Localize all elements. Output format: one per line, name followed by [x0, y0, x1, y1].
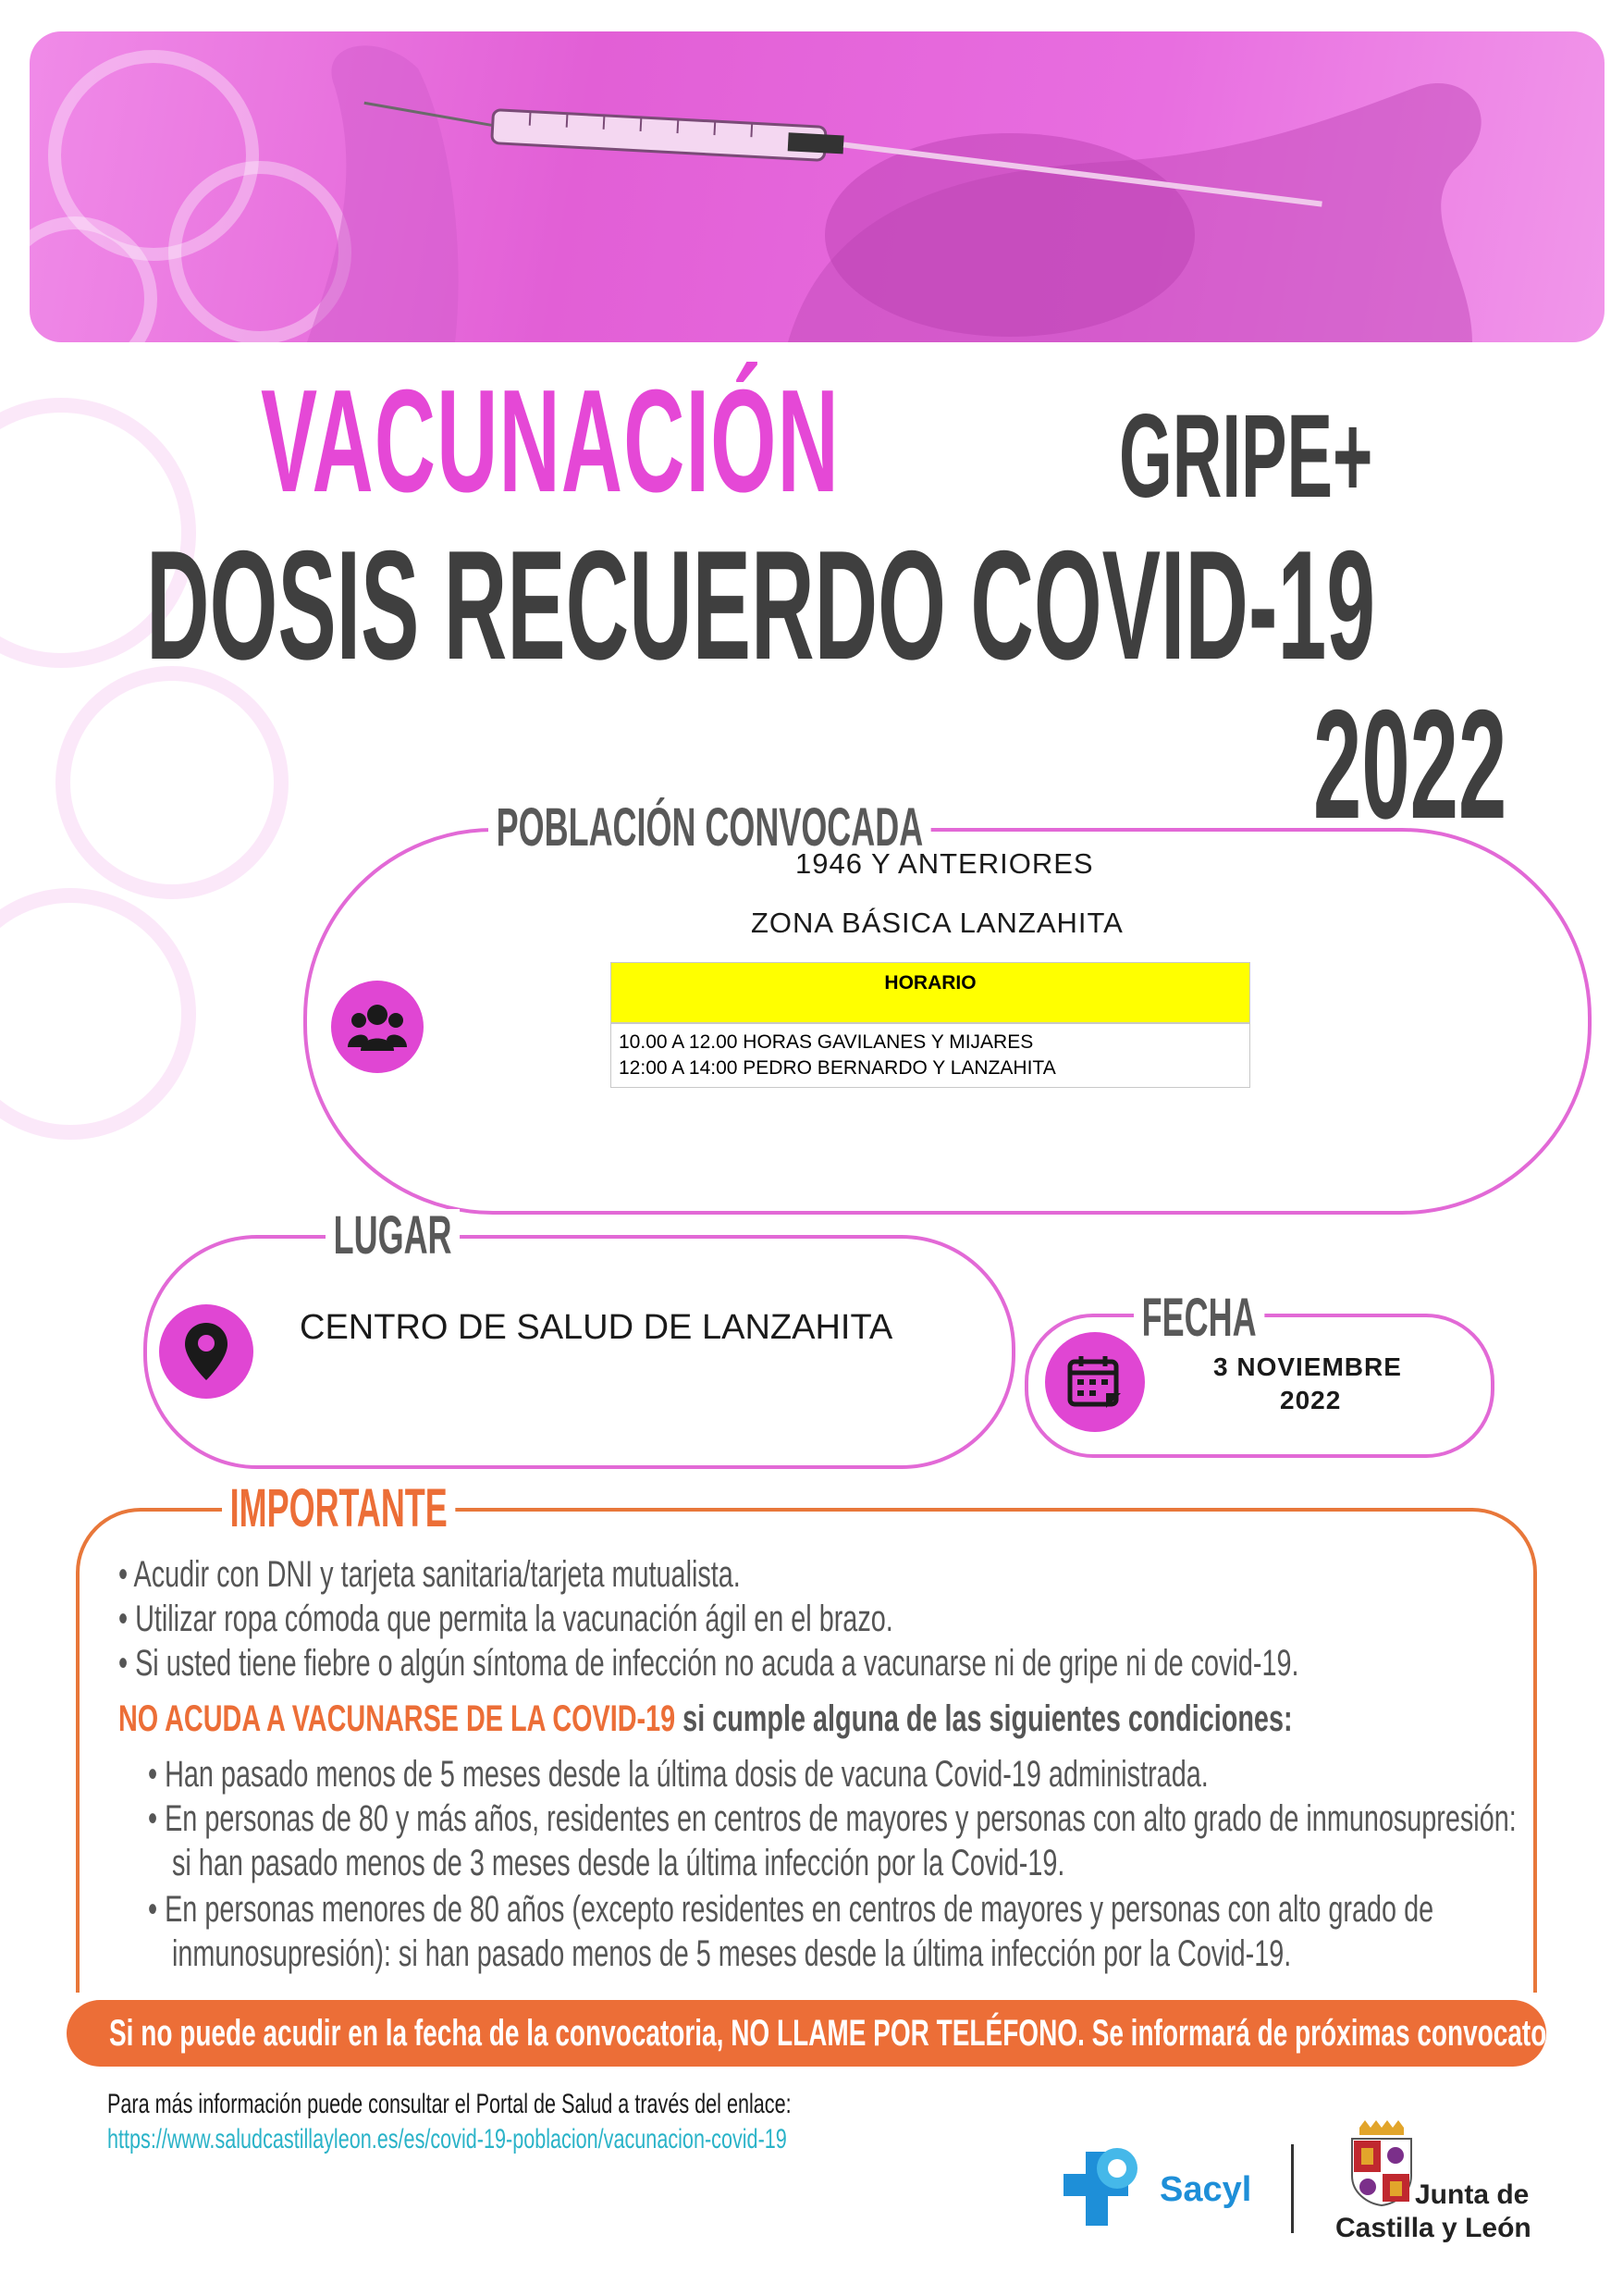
- poblacion-heading: POBLACIÓN CONVOCADA: [488, 801, 931, 855]
- condition-item: • Han pasado menos de 5 meses desde la última dosis de vacuna Covid-19 administrada.: [148, 1754, 1209, 1795]
- horario-table: [610, 962, 1250, 1088]
- calendar-icon: [1045, 1332, 1145, 1432]
- footer-divider: [1291, 2144, 1294, 2233]
- junta-coat-of-arms-icon: [1346, 2118, 1417, 2207]
- background-virus-decoration: [0, 888, 196, 1140]
- fecha-line1: 3 NOVIEMBRE: [1213, 1352, 1402, 1381]
- map-pin-icon: [159, 1304, 253, 1399]
- condition-item-continued: inmunosupresión): si han pasado menos de 5 meses desde la última infección por la Covid-19.: [172, 1933, 1292, 1974]
- notice-text: Si no puede acudir en la fecha de la convocatoria, NO LLAME POR TELÉFONO. Se informará de próximas convocatorias: [109, 2013, 1593, 2054]
- horario-row: 12:00 A 14:00 PEDRO BERNARDO Y LANZAHITA: [619, 1057, 1056, 1079]
- footer-link[interactable]: https://www.saludcastillayleon.es/es/covid-19-poblacion/vacunacion-covid-19: [107, 2124, 787, 2154]
- condition-item-continued: si han pasado menos de 3 meses desde la última infección por la Covid-19.: [172, 1843, 1065, 1883]
- junta-line2: Castilla y León: [1335, 2213, 1531, 2243]
- people-group-icon: [331, 981, 424, 1073]
- footer-info: Para más información puede consultar el Portal de Salud a través del enlace:: [107, 2089, 792, 2119]
- sacyl-logo-icon: [1064, 2137, 1147, 2229]
- horario-row: 10.00 A 12.00 HORAS GAVILANES Y MIJARES: [619, 1031, 1034, 1053]
- fecha-line2: 2022: [1280, 1386, 1342, 1414]
- importante-bullet: • Utilizar ropa cómoda que permita la vacunación ágil en el brazo.: [118, 1599, 893, 1639]
- title-dosis-recuerdo: DOSIS RECUERDO COVID-19: [146, 518, 1376, 692]
- title-year: 2022: [1313, 677, 1507, 851]
- lugar-value: CENTRO DE SALUD DE LANZAHITA: [300, 1308, 893, 1347]
- syringe-illustration: [30, 31, 1605, 342]
- condition-item: • En personas de 80 y más años, residentes en centros de mayores y personas con alto grado de inmunosupresión:: [148, 1798, 1517, 1839]
- importante-bullet: • Acudir con DNI y tarjeta sanitaria/tarjeta mutualista.: [118, 1554, 741, 1595]
- background-virus-decoration: [55, 666, 289, 899]
- lugar-box: [143, 1235, 1015, 1469]
- junta-line1: Junta de: [1415, 2179, 1530, 2210]
- importante-bullet: • Si usted tiene fiebre o algún síntoma de infección no acuda a vacunarse ni de gripe ni de covid-19.: [118, 1643, 1299, 1684]
- poblacion-group: 1946 Y ANTERIORES: [795, 847, 1094, 880]
- warning-line: NO ACUDA A VACUNARSE DE LA COVID-19 si cumple alguna de las siguientes condiciones:: [118, 1698, 1293, 1739]
- horario-header: HORARIO: [611, 963, 1249, 1022]
- title-gripe: GRIPE+: [1119, 390, 1373, 523]
- importante-heading: IMPORTANTE: [222, 1482, 455, 1536]
- lugar-heading: LUGAR: [326, 1209, 460, 1263]
- condition-item: • En personas menores de 80 años (excepto residentes en centros de mayores y personas con alto grado de: [148, 1889, 1434, 1930]
- title-vacunacion: VACUNACIÓN: [261, 360, 840, 523]
- header-banner-image: [30, 31, 1605, 342]
- zona-basica: ZONA BÁSICA LANZAHITA: [751, 907, 1124, 939]
- fecha-heading: FECHA: [1134, 1291, 1264, 1345]
- sacyl-wordmark: Sacyl: [1160, 2170, 1252, 2209]
